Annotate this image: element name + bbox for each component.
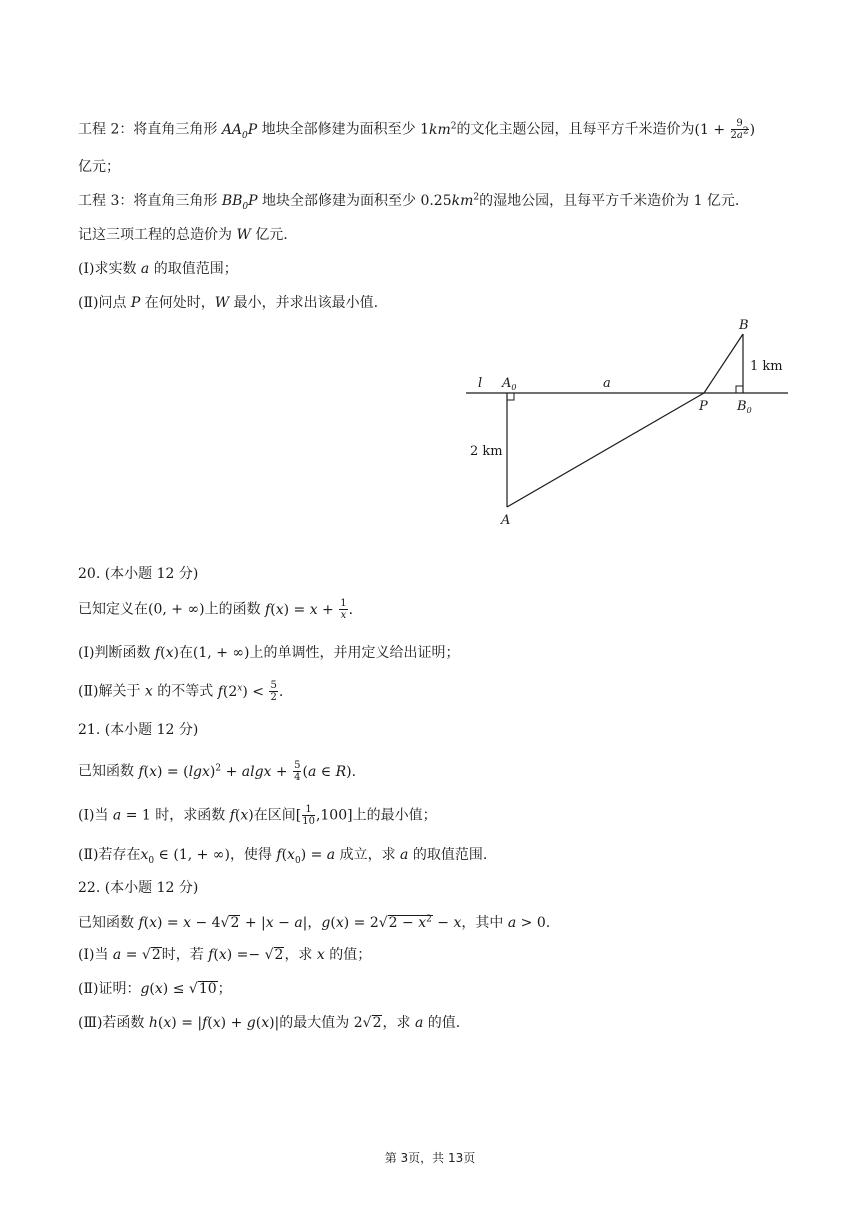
text-span: 在区间[ <box>253 807 302 824</box>
right-angle-a0 <box>507 393 514 400</box>
text-span: 的值. <box>423 1015 461 1031</box>
math-fx: f(x) <box>154 645 179 661</box>
geometry-diagram <box>460 312 800 537</box>
math-w: W <box>236 227 251 243</box>
engineering-2-line <box>78 118 798 141</box>
text-span: 的取值范围； <box>149 261 238 277</box>
math-a-pos: a > 0 <box>507 915 546 931</box>
math-w: W <box>214 295 230 311</box>
text-span: 地块全部修建为面积至少 0.25 <box>257 193 452 209</box>
text-span: 在何处时， <box>140 295 215 311</box>
label-a: a <box>603 376 611 391</box>
problem-22-header: 22. (本小题 12 分) <box>78 880 199 896</box>
math-fx-def: $f(x) = (\lg x)^2 + algx$ + $\frac{5}{4}$ (a ∈ R). <box>138 760 357 783</box>
problem-21-part-1 <box>78 804 798 827</box>
text-span: 时，求函数 <box>150 807 230 824</box>
text-span: 工程 3：将直角三角形 <box>78 193 222 209</box>
text-span: (Ⅱ)若存在 <box>78 847 141 863</box>
text-span: 的文化主题公园，且每平方千米造价为 <box>456 121 695 138</box>
problem-21-part-2 <box>78 844 798 866</box>
math-fx0-eq-a: $f(x_0) = a$ <box>276 847 336 866</box>
math-bb0p: $BB_0P$ <box>221 193 258 212</box>
question-2 <box>78 292 798 314</box>
text-span: 的值； <box>324 947 372 963</box>
text-span: 亿元. <box>250 227 288 243</box>
math-a: a <box>414 1015 424 1031</box>
problem-21-definition <box>78 760 798 783</box>
label-l: l <box>478 376 483 391</box>
math-fx-eq: f(x) =− √2 <box>208 947 284 963</box>
problem-22-part-3 <box>78 1012 798 1034</box>
text-span: 已知定义在(0, + ∞)上的函数 <box>78 601 266 618</box>
math-hx-def: h(x) = |f(x) + g(x)| <box>148 1015 280 1031</box>
text-span: 在(1, + ∞)上的单调性，并用定义给出证明； <box>178 645 460 661</box>
math-a-eq-sqrt2: a = √2 <box>112 947 161 963</box>
text-span: 已知函数 <box>78 915 139 931</box>
text-span: 的湿地公园，且每平方千米造价为 1 亿元. <box>479 193 740 209</box>
math-2sqrt2: 2√2 <box>353 1015 382 1031</box>
math-x: x <box>144 683 153 700</box>
text-span: 的取值范围. <box>408 847 488 863</box>
text-span: ，求 <box>284 947 317 963</box>
math-fx-def: f(x) = x + $\frac{1}{x}$ . <box>265 598 354 621</box>
label-b: B <box>739 318 749 333</box>
text-span: 工程 2：将直角三角形 <box>78 121 222 138</box>
engineering-2-end: 亿元； <box>78 159 120 175</box>
math-km2: $km^2$ <box>429 120 457 138</box>
math-a: a <box>400 847 409 863</box>
problem-20-definition <box>78 598 798 621</box>
text-span: 已知函数 <box>78 763 139 780</box>
math-fx: f(x) <box>229 807 254 824</box>
math-gx-def: $g(x) = 2√2 - x^2 - x$ <box>321 914 462 931</box>
text-span: ，使得 <box>229 847 277 863</box>
text-span: 成立，求 <box>335 847 401 863</box>
text-span: 时，若 <box>161 947 209 963</box>
label-1km: 1 km <box>750 359 783 374</box>
math-aa0p: $AA_0P$ <box>221 121 258 141</box>
text-span: ，求 <box>382 1015 415 1031</box>
right-angle-b0 <box>736 386 743 393</box>
label-b0: $B_0$ <box>737 399 752 415</box>
problem-20-part-2 <box>78 680 798 703</box>
label-a-bottom: A <box>501 513 511 528</box>
math-price-expr: (1 + $\frac{9}{2a^2}$ ) <box>694 118 756 141</box>
math-x0-range: $x_0$ ∈ (1, + ∞) <box>140 847 230 866</box>
text-span: ,100]上的最小值； <box>315 807 437 824</box>
problem-22-part-2 <box>78 978 798 1000</box>
math-a: a <box>140 261 150 277</box>
text-span: (Ⅱ)证明： <box>78 981 141 997</box>
segment-p-b <box>704 334 743 393</box>
text-span: 的不等式 <box>152 683 218 700</box>
text-span: (Ⅰ)当 <box>78 807 113 824</box>
label-p: P <box>699 399 708 414</box>
problem-22-definition: 已知函数 f(x) = x − 4√2 + |x − a|，$g(x) = 2√2 - x^2 - x$，其中 a > 0. <box>78 914 551 931</box>
problem-21-header: 21. (本小题 12 分) <box>78 722 199 738</box>
text-span: 地块全部修建为面积至少 1 <box>257 121 430 138</box>
text-span: (Ⅰ)当 <box>78 947 113 963</box>
math-km2: $km^2$ <box>451 192 480 209</box>
math-fx-def: f(x) = x − 4√2 + |x − a| <box>138 915 308 931</box>
engineering-3-line <box>78 190 798 212</box>
text-span: ，其中 <box>461 915 508 931</box>
math-p: P <box>130 295 141 311</box>
label-a0: $A_0$ <box>502 376 517 392</box>
math-x: x <box>316 947 325 963</box>
text-span: ， <box>307 915 322 931</box>
problem-22-part-1 <box>78 944 798 966</box>
text-span: (Ⅰ)求实数 <box>78 261 141 277</box>
label-2km: 2 km <box>470 444 503 459</box>
problem-20-header: 20. (本小题 12 分) <box>78 566 199 582</box>
total-cost-line <box>78 224 798 246</box>
text-span: 最小，并求出该最小值. <box>229 295 379 311</box>
math-a-eq-1: a = 1 <box>112 807 151 824</box>
text-span: (Ⅱ)问点 <box>78 295 131 311</box>
text-span: (Ⅱ)解关于 <box>78 683 145 700</box>
math-inequality: $f(2^x)$ < $\frac{5}{2}$ . <box>217 680 284 703</box>
segment-a-p <box>507 393 704 507</box>
text-span: 记这三项工程的总造价为 <box>78 227 237 243</box>
text-span: (Ⅰ)判断函数 <box>78 645 155 661</box>
page-footer: 第 3页，共 13页 <box>384 1151 476 1165</box>
math-gx-bound: g(x) ≤ √10； <box>140 981 232 997</box>
question-1 <box>78 258 798 280</box>
text-span: (Ⅲ)若函数 <box>78 1015 149 1031</box>
problem-20-part-1 <box>78 642 798 664</box>
text-span: 的最大值为 <box>279 1015 354 1031</box>
math-one-tenth: $\frac{1}{10}$ <box>302 804 315 827</box>
